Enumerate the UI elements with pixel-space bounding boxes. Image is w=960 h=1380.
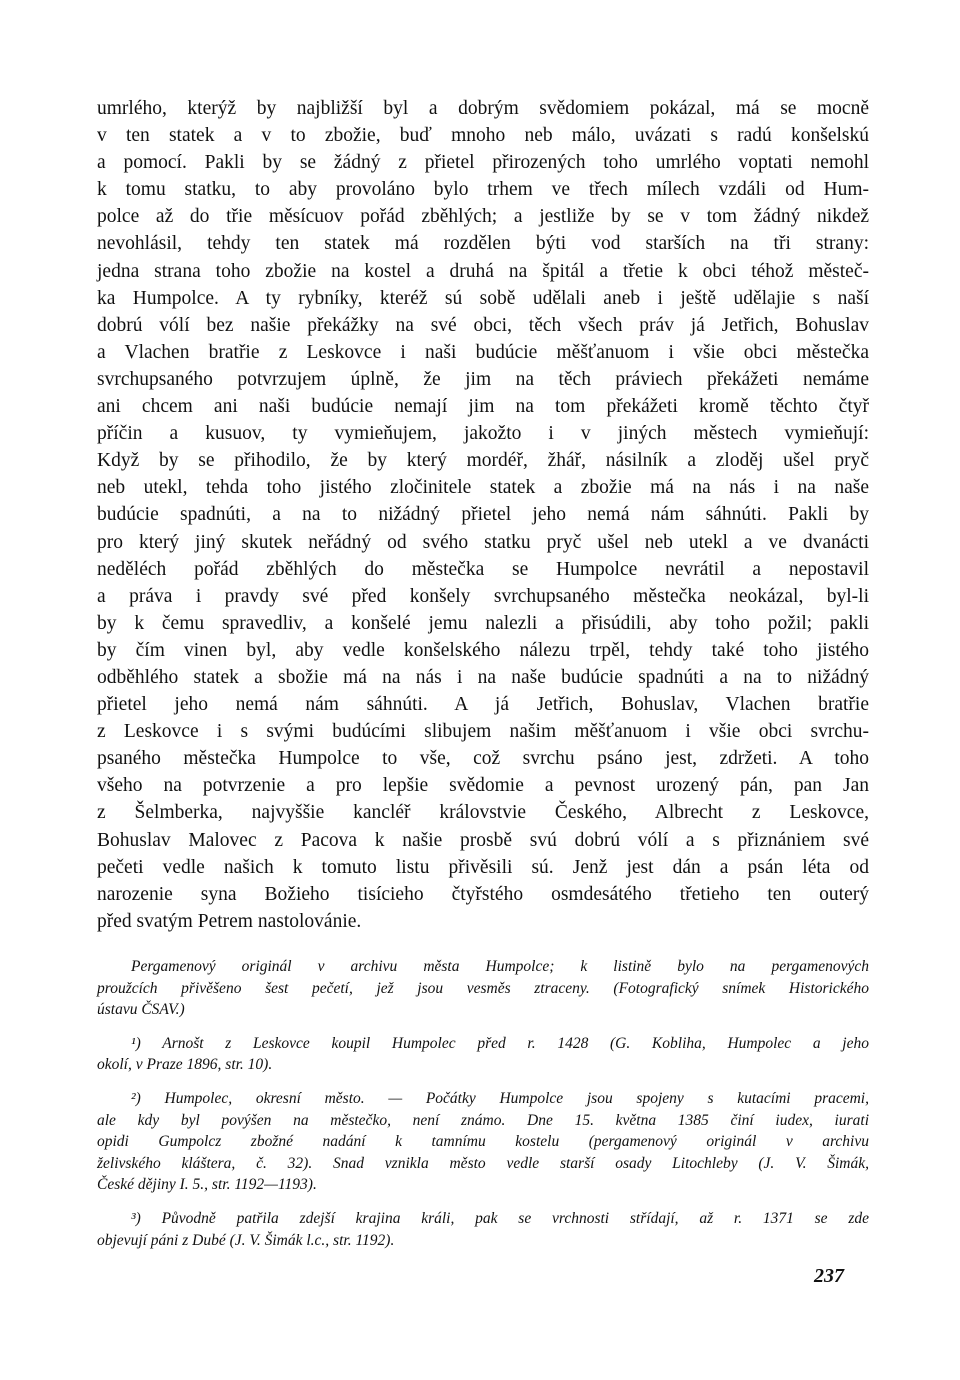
body-line: v ten statek a v to zbožie, buď mnoho neb málo, uvázati s radú konšelskú [97, 125, 869, 147]
body-line: a pomocí. Pakli by se žádný z přietel přirozených toho umrlého voptati nemohl [97, 152, 869, 174]
body-line: a práva i pravdy své před konšely svrchupsaného městečka neokázal, byl-li [97, 585, 869, 607]
page-number: 237 [814, 1265, 844, 1287]
body-line: před svatým Petrem nastolovánie. [97, 910, 362, 932]
footnote-2 [97, 1088, 869, 1196]
body-line: psaného městečka Humpolce to vše, což svrchu psáno jest, zdržeti. A toho [97, 748, 869, 770]
footnote-3 [97, 1208, 869, 1251]
footnote-line: okolí, v Praze 1896, str. 10). [97, 1056, 273, 1074]
footnote-line: ²) Humpolec, okresní město. — Počátky Humpolce jsou spojeny s kutacími pracemi, [131, 1089, 869, 1107]
body-line: k tomu statku, to aby provoláno bylo trhem ve třech mílech vzdáli od Hum- [97, 179, 869, 201]
body-line: dobrú vólí bez našie překážky na své obci, těch všech práv já Jetřich, Bohuslav [97, 314, 869, 336]
source-note [97, 956, 869, 1021]
footnote-line: ¹) Arnošt z Leskovce koupil Humpolec před r. 1428 (G. Kobliha, Humpolec a jeho [131, 1034, 869, 1052]
body-line: nevohlásil, tehdy ten statek má rozdělen býti vod starších na tři strany: [97, 233, 869, 255]
body-line: z Šelmberka, najvyššie kancléř královstvie Českého, Albrecht z Leskovce, [97, 802, 869, 824]
body-line: narozenie syna Božieho tisícieho čtyřstého osmdesátého třetieho ten outerý [97, 883, 869, 905]
notes-section [97, 956, 869, 1263]
footnote-line: objevují páni z Dubé (J. V. Šimák l.c., str. 1192). [97, 1231, 395, 1249]
body-line: ka Humpolce. A ty rybníky, kteréž sú sobě udělali aneb i ještě udělajie s naší [97, 287, 869, 309]
body-line: jedna strana toho zbožie na kostel a druhá na špitál a třetie k obci téhož městeč- [97, 260, 869, 282]
body-line: pečeti vedle našich k tomuto listu přivěsili sú. Jenž jest dán a psán léta od [97, 856, 869, 878]
body-line: přietel jeho nemá nám sáhnúti. A já Jetřich, Bohuslav, Vlachen bratřie [97, 694, 869, 716]
footnote-line: opidi Gumpolcz zbožné nadání k tamnímu kostelu (pergamenový originál v archivu [97, 1133, 869, 1151]
body-line: ani chcem ani naši budúcie nemají jim na tom překážeti kromě těchto čtyř [97, 396, 869, 418]
source-note-line: ústavu ČSAV.) [97, 1001, 185, 1019]
body-line: všeho na potvrzenie a pro lepšie svědomie a pevnost urozený pán, pan Jan [97, 775, 869, 797]
body-line: neděléch pořád zběhlých do městečka se Humpolce nevrátil a nepostavil [97, 558, 869, 580]
body-line: a Vlachen bratřie z Leskovce i naši budúcie měšťanuom i všie obci městečka [97, 341, 869, 363]
footnote-line: ale kdy byl povýšen na městečko, není známo. Dne 15. května 1385 činí iudex, iurati [97, 1111, 869, 1129]
body-line: Když by se přihodilo, že by který mordéř, žhář, násilník a zloděj ušel pryč [97, 450, 869, 472]
body-line: polce až do třie měsícuov pořád zběhlých; a jestliže by se v tom žádný nikdež [97, 206, 869, 228]
body-line: příčin a kusuov, ty vymieňujem, jakožto i v jiných městech vymieňují: [97, 423, 869, 445]
body-line: by k čemu spravedliv, a konšelé jemu nalezli a přisúdili, aby toho požil; pakli [97, 612, 869, 634]
body-line: pro který jiný skutek neřádný od svého statku pryč ušel neb utekl a ve dvanácti [97, 531, 869, 553]
body-line: odběhlého statek a sbožie má na nás i na naše budúcie spadnúti a na to nižádný [97, 666, 869, 688]
body-line: z Leskovce i s svými budúcími slibujem našim měšťanuom i všie obci svrchu- [97, 721, 869, 743]
footnote-1 [97, 1033, 869, 1076]
body-line: umrlého, kterýž by najbližší byl a dobrým svědomiem pokázal, má se mocně [97, 98, 869, 119]
footnote-line: ³) Původně patřila zdejší krajina králi, pak se vrchnosti střídají, až r. 1371 se zde [131, 1209, 869, 1227]
body-line: neb utekl, tehda toho jistého zločinitele statek a zbožie má na nás i na naše [97, 477, 869, 499]
body-line: by čím vinen byl, aby vedle konšelského nálezu trpěl, tehdy také toho jistého [97, 639, 869, 661]
body-line: Bohuslav Malovec z Pacova k našie prosbě svú dobrú vólí a s přiznániem své [97, 829, 869, 851]
footnote-line: želivského kláštera, č. 32). Snad vznikla město vedle starší osady Litochleby (J. V. Šimák, [97, 1154, 869, 1172]
source-note-line: Pergamenový originál v archivu města Humpolce; k listině bylo na pergamenových [131, 958, 869, 975]
footnote-line: České dějiny I. 5., str. 1192—1193). [97, 1176, 317, 1194]
source-note-line: proužcích přivěšeno šest pečetí, jež jsou vesměs ztraceny. (Fotografický snímek Historického [97, 979, 869, 997]
main-text [97, 95, 869, 935]
body-line: svrchupsaného potvrzujem úplně, že jim na těch práviech překážeti nemáme [97, 368, 869, 390]
body-line: budúcie spadnúti, a na to nižádný přietel jeho nemá nám sáhnúti. Pakli by [97, 504, 869, 526]
